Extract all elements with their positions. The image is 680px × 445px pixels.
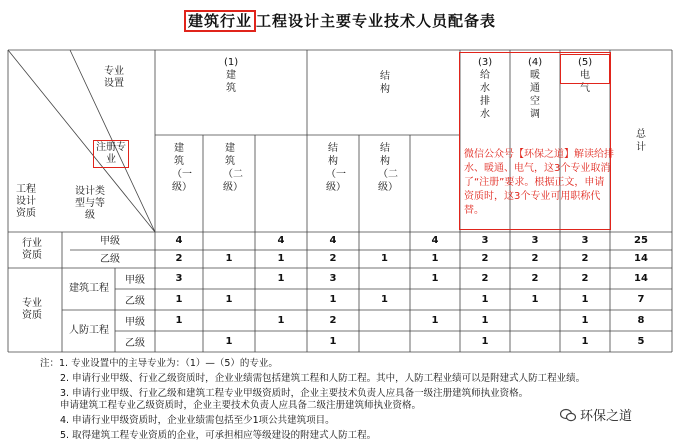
- header-jiegou: 结构: [380, 71, 390, 95]
- header-zhuce-zhuanye: 注册专业: [93, 140, 129, 168]
- table-cell: 1: [581, 314, 589, 326]
- table-cell: 2: [329, 314, 337, 326]
- table-cell: 1: [329, 335, 337, 347]
- table-cell: 1: [225, 335, 233, 347]
- table-cell: 2: [531, 272, 539, 284]
- row-hangye-jia: 甲级: [100, 236, 120, 247]
- table-cell: 2: [581, 253, 589, 264]
- annotation-note: 微信公众号【环保之道】解读给排水、暖通、电气，这3个专业取消了“注册”要求。根据正文，申请资质时，这3个专业可用职称代替。: [464, 149, 614, 216]
- table-cell: 14: [634, 272, 648, 284]
- wechat-icon: [560, 408, 576, 422]
- table-cell: 8: [637, 314, 645, 326]
- table-cell: 1: [329, 293, 337, 305]
- table-cell: 1: [225, 293, 233, 305]
- table-cell: 1: [581, 335, 589, 347]
- table-cell: 1: [481, 293, 489, 305]
- footnote-3: 3. 申请行业甲级、行业乙级和建筑工程专业甲级资质时，企业主要技术负责人应具备一级注册建筑师执业资格。: [60, 388, 529, 399]
- footnote-1: 注：1. 专业设置中的主导专业为：（1）—（5）的专业。: [40, 358, 278, 369]
- table-cell: 4: [277, 235, 285, 246]
- row-zhuanye-zizhi: 专业资质: [22, 298, 42, 321]
- table-cell: 2: [175, 253, 183, 264]
- table-cell: 5: [637, 335, 645, 347]
- footnote-5: 5. 取得建筑工程专业资质的企业，可承担相应等级建设的附建式人防工程。: [60, 430, 377, 441]
- table-cell: 3: [531, 235, 539, 246]
- title-rest: 工程设计主要专业技术人员配备表: [256, 12, 497, 30]
- header-dianqi: (5)电气: [578, 57, 593, 94]
- header-nuantong: (4)暖通空调: [528, 57, 543, 120]
- header-jz2: 建筑（二级）: [223, 143, 243, 193]
- table-cell: 3: [329, 272, 337, 284]
- table-cell: 25: [634, 235, 648, 246]
- table-cell: 2: [581, 272, 589, 284]
- table-cell: 2: [481, 253, 489, 264]
- table-cell: 1: [581, 293, 589, 305]
- table-cell: 2: [329, 253, 337, 264]
- table-cell: 1: [531, 293, 539, 305]
- table-cell: 1: [381, 253, 388, 264]
- header-jianzhu: (1)建筑: [224, 57, 239, 94]
- row-jz-yi: 乙级: [125, 296, 145, 307]
- header-jg1: 结构（一级）: [326, 143, 346, 193]
- table-cell: 4: [431, 235, 439, 246]
- table-cell: 1: [481, 314, 489, 326]
- title-highlight: 建筑行业: [184, 10, 256, 32]
- row-jianzhu-gongcheng: 建筑工程: [69, 283, 109, 294]
- footnote-3b: 申请建筑工程专业乙级资质时，企业主要技术负责人应具备二级注册建筑师执业资格。: [60, 400, 422, 411]
- table-cell: 1: [431, 253, 439, 264]
- watermark: [560, 405, 632, 424]
- row-rf-yi: 乙级: [125, 338, 145, 349]
- table-cell: 4: [329, 235, 337, 246]
- table-cell: 1: [277, 253, 285, 264]
- header-jg2: 结构（二级）: [378, 143, 398, 193]
- table-cell: 1: [277, 272, 285, 284]
- watermark-text: 环保之道: [580, 409, 633, 424]
- highlight-box-dianqi: [560, 54, 610, 84]
- footnote-2: 2. 申请行业甲级、行业乙级资质时，企业业绩需包括建筑工程和人防工程。其中，人防工程业绩可以是附建式人防工程业绩。: [60, 373, 586, 384]
- row-jz-jia: 甲级: [125, 275, 145, 286]
- table-cell: 3: [175, 272, 183, 284]
- header-jipaishui: (3)给水排水: [478, 57, 493, 120]
- table-cell: 1: [381, 293, 388, 305]
- table-cell: 1: [431, 314, 439, 326]
- row-hangye-yi: 乙级: [100, 254, 120, 265]
- table-cell: 1: [481, 335, 489, 347]
- table-cell: 1: [175, 314, 183, 326]
- row-rf-jia: 甲级: [125, 317, 145, 328]
- table-cell: 4: [175, 235, 183, 246]
- footnote-4: 4. 申请行业甲级资质时，企业业绩需包括至少1项公共建筑项目。: [60, 415, 335, 426]
- row-renfang-gongcheng: 人防工程: [69, 325, 109, 336]
- header-zongji: 总计: [636, 129, 646, 153]
- header-sheji-leixing: 设计类型与等级: [75, 186, 105, 221]
- header-jz1: 建筑（一级）: [172, 143, 192, 193]
- table-cell: 7: [637, 293, 645, 305]
- row-hangye-zizhi: 行业资质: [22, 238, 42, 261]
- table-cell: 1: [175, 293, 183, 305]
- table-cell: 1: [277, 314, 285, 326]
- table-cell: 2: [481, 272, 489, 284]
- table-cell: 1: [225, 253, 233, 264]
- table-cell: 1: [431, 272, 439, 284]
- table-cell: 14: [634, 253, 648, 264]
- table-cell: 3: [481, 235, 489, 246]
- table-cell: 3: [581, 235, 589, 246]
- table-cell: 2: [531, 253, 539, 264]
- header-gongcheng-sheji-zizhi: 工程设计资质: [16, 184, 36, 219]
- header-zhuanye-shezhi: 专业设置: [104, 66, 124, 89]
